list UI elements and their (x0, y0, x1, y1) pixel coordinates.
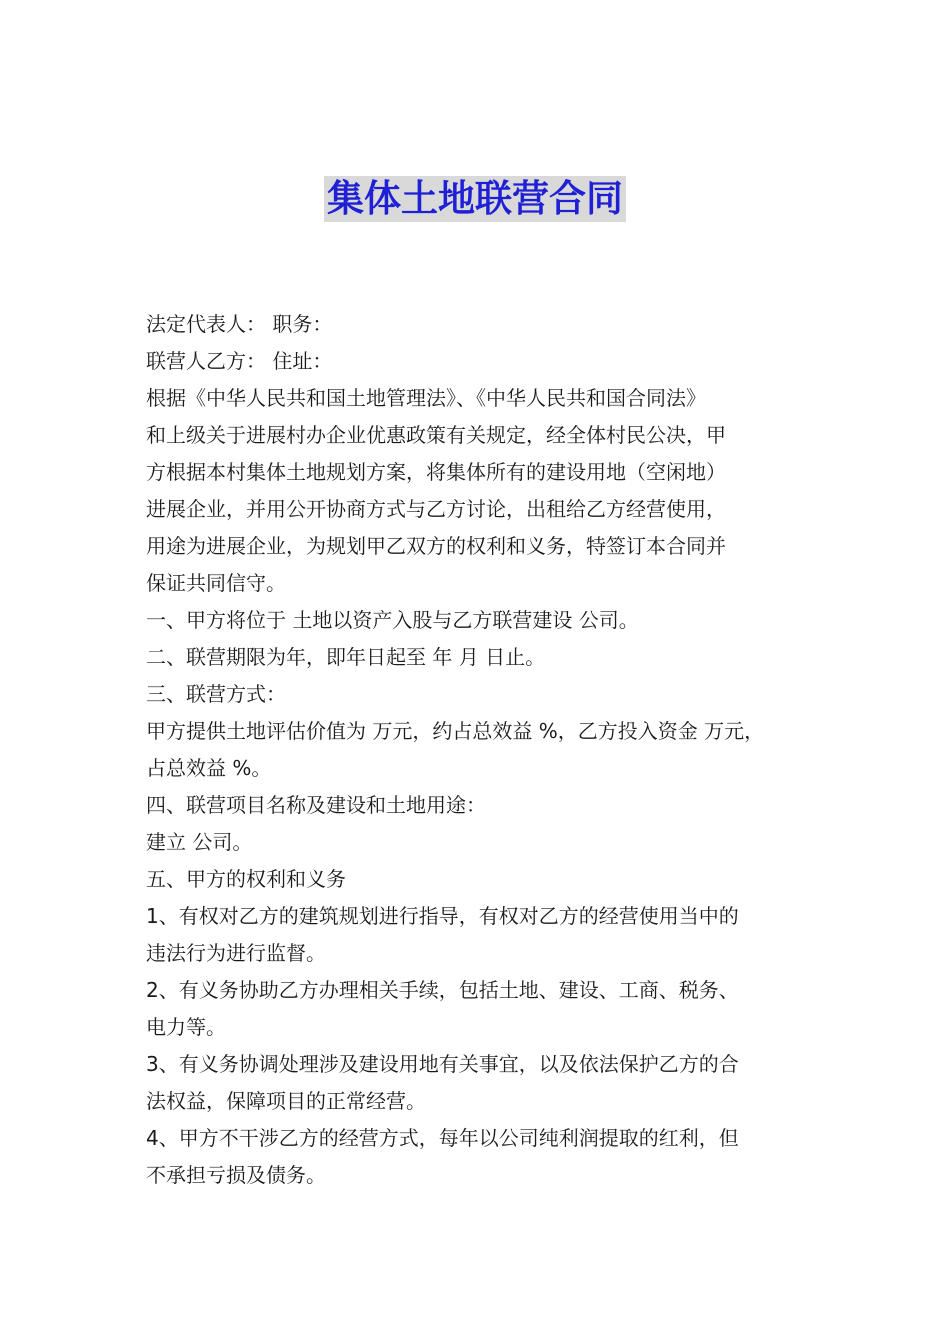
body-line: 3、有义务协调处理涉及建设用地有关事宜，以及依法保护乙方的合 (146, 1052, 739, 1076)
body-line: 不承担亏损及债务。 (146, 1163, 326, 1187)
body-line: 法定代表人： 职务： (146, 312, 333, 336)
body-line: 三、联营方式： (146, 682, 286, 706)
body-line: 占总效益 %。 (146, 756, 272, 780)
body-line: 用途为进展企业，为规划甲乙双方的权利和义务，特签订本合同并 (146, 534, 726, 558)
body-line: 1、有权对乙方的建筑规划进行指导，有权对乙方的经营使用当中的 (146, 904, 739, 928)
body-line: 2、有义务协助乙方办理相关手续，包括土地、建设、工商、税务、 (146, 978, 739, 1002)
body-line: 联营人乙方： 住址： (146, 349, 333, 373)
document-body (146, 306, 826, 1194)
body-line: 四、联营项目名称及建设和土地用途： (146, 793, 486, 817)
document-title: 集体土地联营合同 (324, 176, 626, 222)
body-line: 电力等。 (146, 1015, 226, 1039)
body-line: 五、甲方的权利和义务 (146, 867, 346, 891)
body-line: 根据《中华人民共和国土地管理法》、《中华人民共和国合同法》 (146, 386, 706, 410)
body-line: 违法行为进行监督。 (146, 941, 326, 965)
body-line: 甲方提供土地评估价值为 万元，约占总效益 %，乙方投入资金 万元， (146, 719, 765, 743)
body-line: 法权益，保障项目的正常经营。 (146, 1089, 426, 1113)
body-line: 建立 公司。 (146, 830, 253, 854)
body-line: 和上级关于进展村办企业优惠政策有关规定，经全体村民公决，甲 (146, 423, 726, 447)
body-line: 一、甲方将位于 土地以资产入股与乙方联营建设 公司。 (146, 608, 639, 632)
body-line: 方根据本村集体土地规划方案，将集体所有的建设用地（空闲地） (146, 460, 726, 484)
body-line: 4、甲方不干涉乙方的经营方式，每年以公司纯利润提取的红利，但 (146, 1126, 739, 1150)
body-line: 保证共同信守。 (146, 571, 286, 595)
body-line: 二、联营期限为年，即年日起至 年 月 日止。 (146, 645, 546, 669)
title-container (0, 176, 950, 222)
body-line: 进展企业，并用公开协商方式与乙方讨论，出租给乙方经营使用， (146, 497, 726, 521)
